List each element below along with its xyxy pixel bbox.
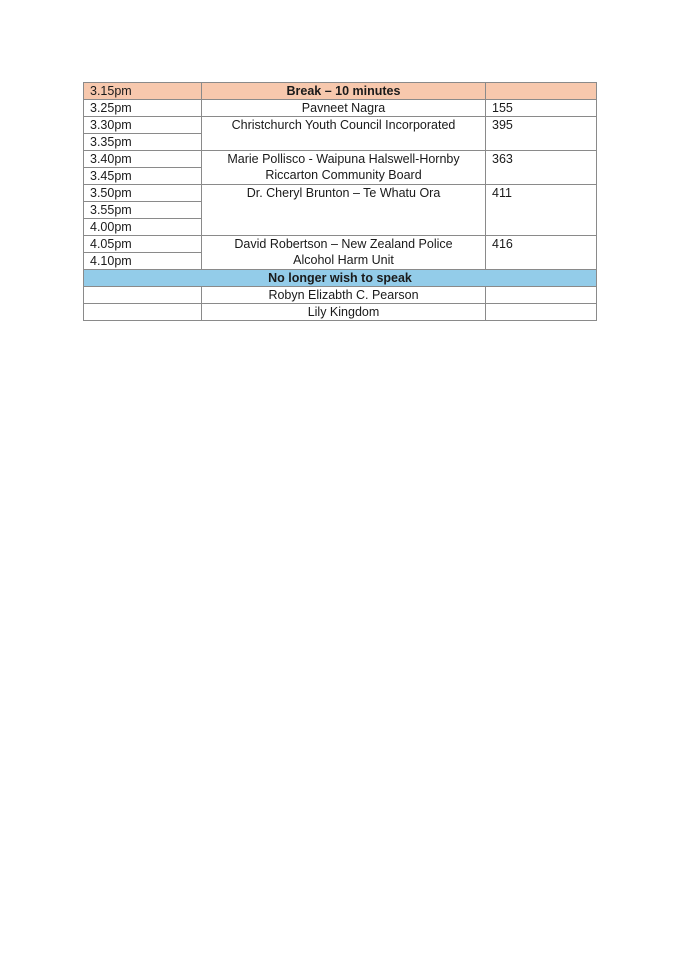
time-cell: 3.45pm — [84, 168, 202, 185]
submission-number: 416 — [486, 236, 597, 270]
speaker-name — [202, 151, 486, 185]
time-cell: 4.05pm — [84, 236, 202, 253]
time-cell: 3.35pm — [84, 134, 202, 151]
submission-number: 395 — [486, 117, 597, 151]
table-row — [84, 304, 597, 321]
time-cell: 3.40pm — [84, 151, 202, 168]
speaker-name-line: Alcohol Harm Unit — [293, 253, 394, 267]
time-cell: 3.50pm — [84, 185, 202, 202]
submission-number: 363 — [486, 151, 597, 185]
table-row — [84, 100, 597, 117]
speaker-name-line: Marie Pollisco - Waipuna Halswell-Hornby — [227, 152, 460, 166]
time-cell: 3.25pm — [84, 100, 202, 117]
break-row — [84, 83, 597, 100]
speaker-name-line: Pavneet Nagra — [301, 101, 386, 115]
speaker-name — [202, 185, 486, 236]
withdrawn-speaker-name: Robyn Elizabth C. Pearson — [202, 287, 486, 304]
empty-time-cell — [84, 304, 202, 321]
table-row — [84, 287, 597, 304]
table-row — [84, 117, 597, 134]
speaker-name — [202, 117, 486, 151]
table-row — [84, 185, 597, 202]
speaker-schedule-table — [83, 82, 597, 321]
time-cell: 3.55pm — [84, 202, 202, 219]
time-cell: 4.00pm — [84, 219, 202, 236]
time-cell: 3.30pm — [84, 117, 202, 134]
empty-number-cell — [486, 287, 597, 304]
speaker-name-line: David Robertson – New Zealand Police — [234, 237, 453, 251]
section-heading-row — [84, 270, 597, 287]
time-cell: 4.10pm — [84, 253, 202, 270]
empty-time-cell — [84, 287, 202, 304]
empty-number-cell — [486, 304, 597, 321]
section-heading: No longer wish to speak — [84, 270, 597, 287]
speaker-name — [202, 236, 486, 270]
withdrawn-speaker-name: Lily Kingdom — [202, 304, 486, 321]
break-label: Break – 10 minutes — [202, 83, 486, 100]
speaker-name-line: Dr. Cheryl Brunton – Te Whatu Ora — [246, 186, 441, 200]
break-time: 3.15pm — [84, 83, 202, 100]
submission-number: 411 — [486, 185, 597, 236]
speaker-name-line: Riccarton Community Board — [265, 168, 422, 182]
speaker-name — [202, 100, 486, 117]
table-row — [84, 236, 597, 253]
submission-number: 155 — [486, 100, 597, 117]
break-number — [486, 83, 597, 100]
speaker-name-line: Christchurch Youth Council Incorporated — [231, 118, 456, 132]
table-row — [84, 151, 597, 168]
